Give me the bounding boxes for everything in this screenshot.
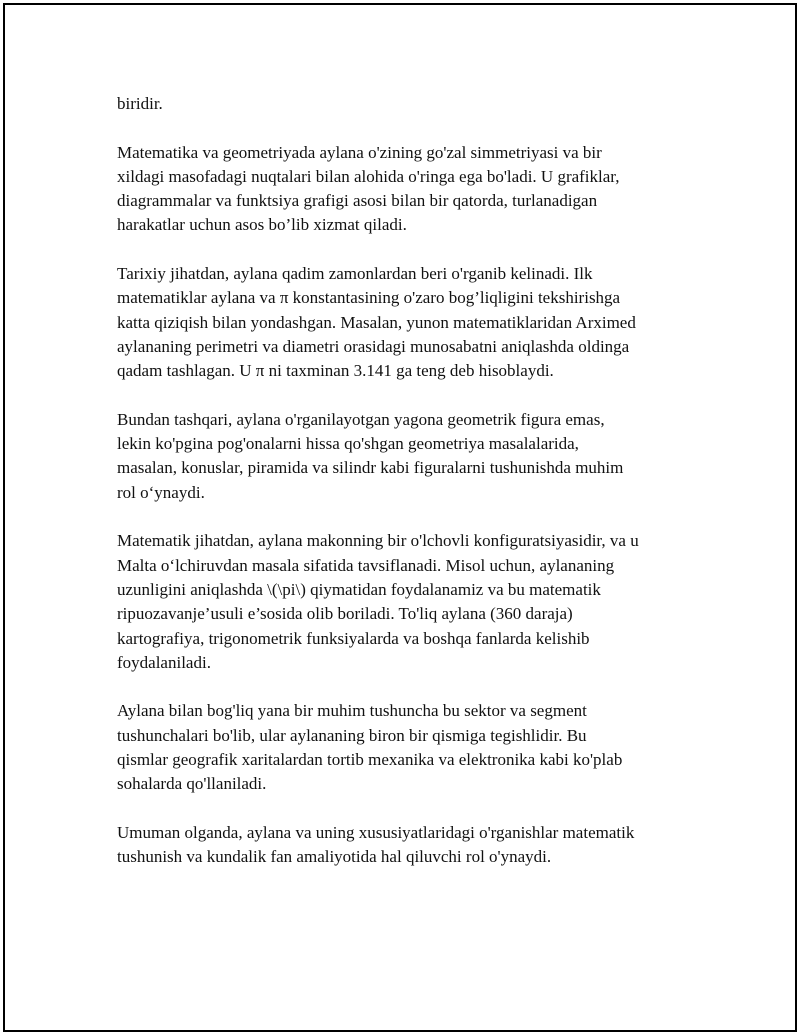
paragraph-continuation: biridir. [117,94,163,113]
paragraph-history: Tarixiy jihatdan, aylana qadim zamonlardan beri o'rganib kelinadi. Ilk matematiklar aylana va π konstantasining o'zaro bog’liqligini tekshirishga katta qiziqish bilan yondashgan. Masalan, yunon matematiklaridan Arximed aylananing perimetri va diametri orasidagi munosabatni aniqlashda oldinga qadam tashlagan. U π ni taxminan 3.141 ga teng deb hisoblaydi. [117,264,636,381]
paragraph-conclusion: Umuman olganda, aylana va uning xususiyatlaridagi o'rganishlar matematik tushunish va kundalik fan amaliyotida hal qiluvchi rol o'ynaydi. [117,822,635,867]
paragraph-sector-segment: Aylana bilan bog'liq yana bir muhim tushuncha bu sektor va segment tushunchalari bo'lib, ular aylananing biron bir qismiga tegishlidir. Bu qismlar geografik xaritalardan tortib mexanika va elektronika kabi ko'plab sohalarda qo'llaniladi. [117,701,623,794]
paragraph-mathematical-definition: Matematik jihatdan, aylana makonning bir o'lchovli konfiguratsiyasidir, va u Malta o‘lchiruvdan masala sifatida tavsiflanadi. Misol uchun, aylananing uzunligini aniqlashda \(\pi\) qiymatidan foydalanamiz va bu matematik ripuozavanje’usuli e’sosida olib boriladi. To'liq aylana (360 daraja) kartografiya, trigonometrik funksiyalarda va boshqa fanlarda kelishib foydalaniladi. [117,531,639,672]
document-body [117,92,697,894]
paragraph-symmetry: Matematika va geometriyada aylana o'zining go'zal simmetriyasi va bir xildagi masofadagi nuqtalari bilan alohida o'ringa ega bo'ladi. U grafiklar, diagrammalar va funktsiya grafigi asosi bilan bir qatorda, turlanadigan harakatlar uchun asos bo’lib xizmat qiladi. [117,142,620,235]
paragraph-geometry-figures: Bundan tashqari, aylana o'rganilayotgan yagona geometrik figura emas, lekin ko'pgina pog'onalarni hissa qo'shgan geometriya masalalarida, masalan, konuslar, piramida va silindr kabi figuralarni tushunishda muhim rol o‘ynaydi. [117,409,624,502]
